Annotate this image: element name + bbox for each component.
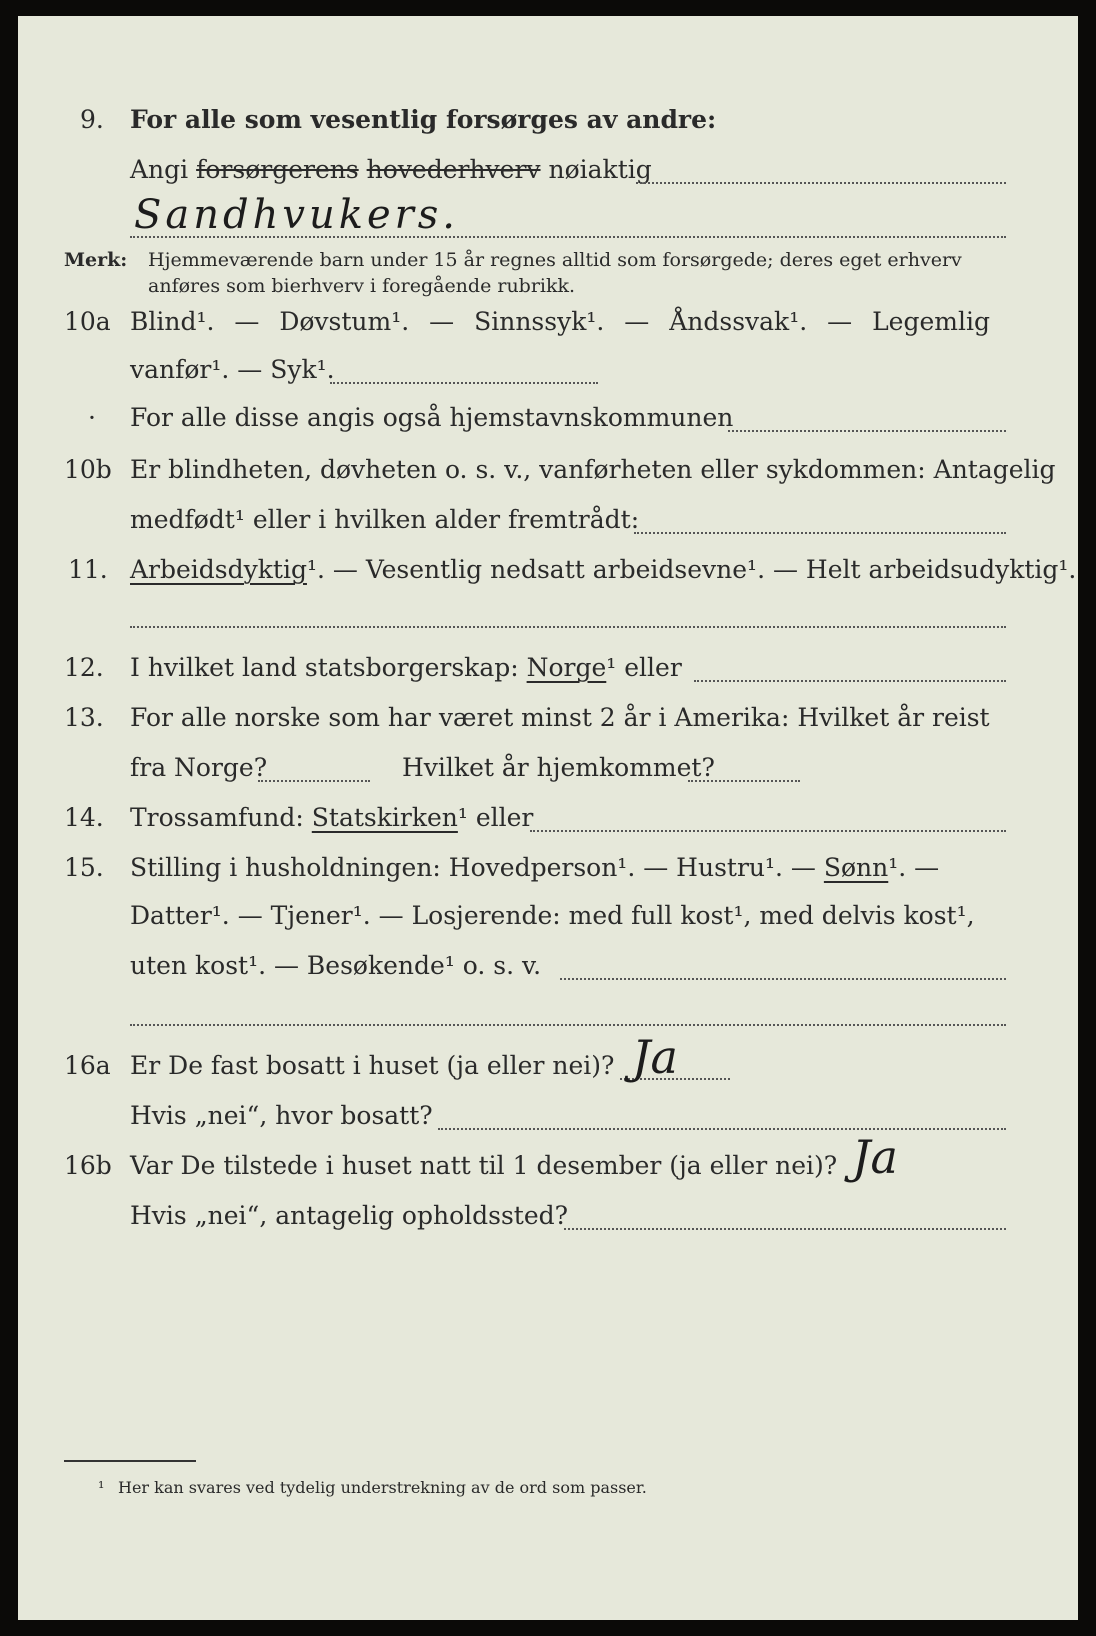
footnote-text: Her kan svares ved tydelig understrekning av de ord som passer. [118, 1478, 647, 1497]
q11-underlined-answer: Arbeidsdyktig [130, 555, 307, 584]
q10b-line-2: medfødt¹ eller i hvilken alder fremtrådt: [130, 505, 640, 534]
q16b-handwritten-answer: Ja [852, 1130, 898, 1184]
q10a-line-2: vanfør¹. — Syk¹. [130, 355, 335, 384]
footnote-rule [64, 1460, 196, 1462]
q14-underlined-answer: Statskirken [311, 803, 458, 832]
q14-question: Trossamfund: [130, 803, 312, 832]
q15-dotted-line-2 [130, 1024, 1006, 1026]
q13-line-2a: fra Norge? [130, 753, 268, 782]
q12-dotted-line [694, 680, 1006, 682]
q15-line-1-pre: Stilling i husholdningen: Hovedperson¹. — Hustru¹. — [130, 853, 824, 882]
q9-handwritten-answer: Sandhvukers. [134, 192, 460, 238]
merk-line-1: Hjemmeværende barn under 15 år regnes alltid som forsørgede; deres eget erhverv [148, 249, 962, 271]
q11-number: 11. [68, 555, 108, 584]
q9-space [359, 155, 367, 184]
q16a-line-2: Hvis „nei“, hvor bosatt? [130, 1101, 433, 1130]
q14-number: 14. [64, 803, 104, 832]
footnote-mark: ¹ [98, 1478, 105, 1497]
q12-question: I hvilket land statsborgerskap: [130, 653, 527, 682]
q12-number: 12. [64, 653, 104, 682]
q11-rest: ¹. — Vesentlig nedsatt arbeidsevne¹. — Helt arbeidsudyktig¹. [306, 555, 1077, 584]
q15-dotted-line-1 [560, 978, 1006, 980]
merk-line-2: anføres som bierhverv i foregående rubrikk. [148, 275, 576, 297]
q10b-number: 10b [64, 455, 112, 484]
q12-underlined-answer: Norge [526, 653, 607, 682]
q10a-line-1: Blind¹. — Døvstum¹. — Sinnssyk¹. — Åndssvak¹. — Legemlig [130, 307, 990, 336]
q15-line-1-post: ¹. — [888, 853, 940, 882]
q13-dotted-line-1 [258, 780, 370, 782]
merk-label: Merk: [64, 249, 128, 271]
q9-struck-word-2: hovederhverv [366, 155, 541, 184]
q16b-number: 16b [64, 1151, 112, 1180]
q10a-bullet: · [88, 403, 96, 432]
q16a-line-1: Er De fast bosatt i huset (ja eller nei)? [130, 1051, 615, 1080]
q13-line-2b: Hvilket år hjemkommet? [402, 753, 715, 782]
q10b-line-1: Er blindheten, døvheten o. s. v., vanførheten eller sykdommen: Antagelig [130, 455, 1056, 484]
q16b-line-2: Hvis „nei“, antagelig opholdssted? [130, 1201, 569, 1230]
q16a-dotted-line-2 [438, 1128, 1006, 1130]
q10a-dotted-line-1 [330, 382, 598, 384]
q9-title: For alle som vesentlig forsørges av andre: [130, 105, 717, 134]
q10a-dotted-line-2 [728, 430, 1006, 432]
q9-line2-post: nøiaktig [540, 155, 652, 184]
q15-underlined-answer: Sønn [823, 853, 889, 882]
q10b-dotted-line [634, 532, 1006, 534]
q14-dotted-line [530, 830, 1006, 832]
q9-number: 9. [80, 105, 104, 134]
q10a-number: 10a [64, 307, 111, 336]
q16a-number: 16a [64, 1051, 111, 1080]
q10a-line-3: For alle disse angis også hjemstavnskommunen [130, 403, 734, 432]
q9-line2-pre: Angi [130, 155, 197, 184]
q9-answer-line [130, 236, 1006, 238]
form-sheet [18, 16, 1078, 1620]
q9-struck-word-1: forsørgerens [196, 155, 359, 184]
q13-number: 13. [64, 703, 104, 732]
q16b-line-1: Var De tilstede i huset natt til 1 desember (ja eller nei)? [130, 1151, 838, 1180]
q9-dotted-line [636, 182, 1006, 184]
q15-line-2: Datter¹. — Tjener¹. — Losjerende: med full kost¹, med delvis kost¹, [130, 901, 975, 930]
q12-post: ¹ eller [606, 653, 682, 682]
q13-dotted-line-2 [688, 780, 800, 782]
q16a-handwritten-answer: Ja [632, 1030, 678, 1084]
q11-dotted-line [130, 626, 1006, 628]
q16b-dotted-line [564, 1228, 1006, 1230]
q15-number: 15. [64, 853, 104, 882]
q13-line-1: For alle norske som har været minst 2 år i Amerika: Hvilket år reist [130, 703, 990, 732]
q14-post: ¹ eller [457, 803, 534, 832]
q15-line-3: uten kost¹. — Besøkende¹ o. s. v. [130, 951, 542, 980]
